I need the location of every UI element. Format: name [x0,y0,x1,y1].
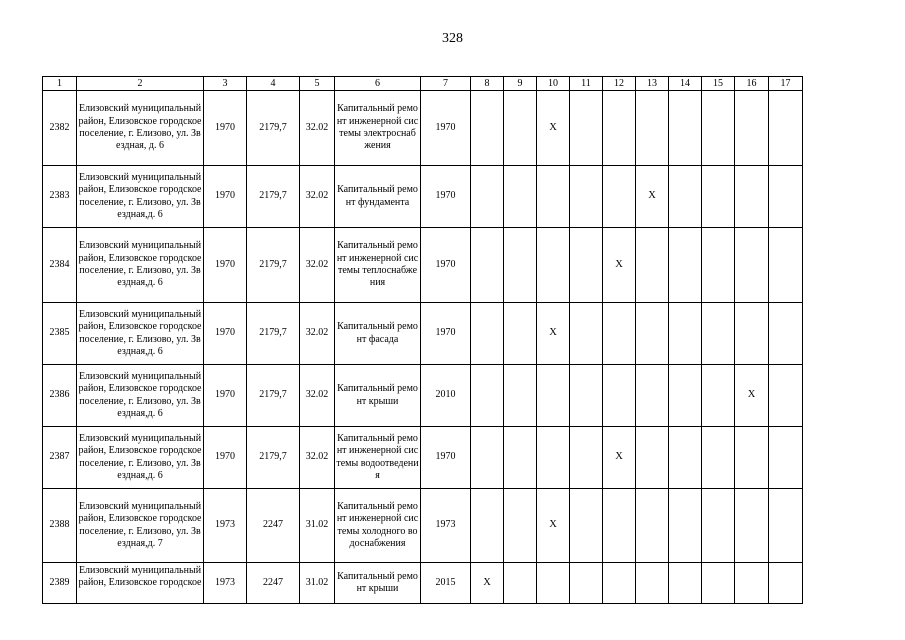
mark-cell-col-12 [603,166,636,228]
table-row [43,166,803,228]
repair-year-cell: 1970 [421,166,471,228]
mark-cell-col-13 [636,91,669,166]
column-number-row [43,77,803,91]
mark-cell-col-17 [769,427,803,489]
table-row [43,91,803,166]
record-number: 2383 [43,166,77,228]
mark-cell-col-17 [769,365,803,427]
year-built-cell: 1970 [204,303,247,365]
mark-cell-col-13 [636,489,669,563]
repair-year-cell: 1970 [421,228,471,303]
year-built-cell: 1970 [204,91,247,166]
mark-cell-col-10: X [537,91,570,166]
mark-cell-col-13 [636,303,669,365]
column-header-17: 17 [769,77,803,91]
code-cell: 32.02 [300,427,335,489]
mark-cell-col-11 [570,427,603,489]
mark-cell-col-9 [504,91,537,166]
code-cell: 32.02 [300,228,335,303]
table-row [43,303,803,365]
mark-cell-col-11 [570,365,603,427]
mark-cell-col-13 [636,427,669,489]
column-header-9: 9 [504,77,537,91]
code-cell: 32.02 [300,303,335,365]
column-header-5: 5 [300,77,335,91]
column-header-14: 14 [669,77,702,91]
code-cell: 32.02 [300,166,335,228]
mark-cell-col-10 [537,563,570,604]
repair-year-cell: 1973 [421,489,471,563]
mark-cell-col-10 [537,228,570,303]
mark-cell-col-12 [603,563,636,604]
mark-cell-col-14 [669,166,702,228]
column-header-7: 7 [421,77,471,91]
mark-cell-col-15 [702,303,735,365]
mark-cell-col-13 [636,563,669,604]
repair-year-cell: 2010 [421,365,471,427]
work-type-cell: Капитальный ремонт фасада [335,303,421,365]
area-cell: 2247 [247,563,300,604]
mark-cell-col-13 [636,228,669,303]
code-cell: 31.02 [300,489,335,563]
column-header-6: 6 [335,77,421,91]
work-type-cell: Капитальный ремонт фундамента [335,166,421,228]
mark-cell-col-15 [702,365,735,427]
mark-cell-col-14 [669,91,702,166]
mark-cell-col-16 [735,427,769,489]
mark-cell-col-16 [735,563,769,604]
mark-cell-col-11 [570,563,603,604]
mark-cell-col-11 [570,228,603,303]
mark-cell-col-10: X [537,489,570,563]
mark-cell-col-16 [735,228,769,303]
mark-cell-col-11 [570,489,603,563]
mark-cell-col-13 [636,365,669,427]
mark-cell-col-17 [769,303,803,365]
mark-cell-col-8 [471,303,504,365]
code-cell: 32.02 [300,365,335,427]
table-row [43,365,803,427]
column-header-15: 15 [702,77,735,91]
record-number: 2384 [43,228,77,303]
mark-cell-col-9 [504,228,537,303]
mark-cell-col-9 [504,489,537,563]
mark-cell-col-16 [735,166,769,228]
address-cell: Елизовский муниципальный район, Елизовское городское поселение, г. Елизово, ул. Звездная,д. 6 [77,228,204,303]
mark-cell-col-8 [471,489,504,563]
mark-cell-col-15 [702,91,735,166]
mark-cell-col-17 [769,228,803,303]
mark-cell-col-8: X [471,563,504,604]
address-cell: Елизовский муниципальный район, Елизовское городское поселение, г. Елизово, ул. Звездная,д. 6 [77,365,204,427]
repair-schedule-table [42,76,803,604]
work-type-cell: Капитальный ремонт инженерной системы электроснабжения [335,91,421,166]
code-cell: 32.02 [300,91,335,166]
mark-cell-col-10 [537,365,570,427]
table-row [43,563,803,604]
mark-cell-col-17 [769,91,803,166]
mark-cell-col-14 [669,303,702,365]
mark-cell-col-16: X [735,365,769,427]
work-type-cell: Капитальный ремонт крыши [335,563,421,604]
year-built-cell: 1970 [204,365,247,427]
year-built-cell: 1970 [204,228,247,303]
record-number: 2382 [43,91,77,166]
column-header-4: 4 [247,77,300,91]
mark-cell-col-10 [537,166,570,228]
address-cell [77,563,204,604]
mark-cell-col-15 [702,166,735,228]
mark-cell-col-9 [504,365,537,427]
code-cell: 31.02 [300,563,335,604]
column-header-2: 2 [77,77,204,91]
mark-cell-col-16 [735,303,769,365]
area-cell: 2179,7 [247,91,300,166]
address-cell: Елизовский муниципальный район, Елизовское городское поселение, г. Елизово, ул. Звездная, д. 6 [77,91,204,166]
mark-cell-col-14 [669,365,702,427]
table-row [43,489,803,563]
column-header-10: 10 [537,77,570,91]
column-header-12: 12 [603,77,636,91]
area-cell: 2179,7 [247,303,300,365]
mark-cell-col-8 [471,228,504,303]
mark-cell-col-12 [603,365,636,427]
repair-year-cell: 1970 [421,91,471,166]
year-built-cell: 1973 [204,563,247,604]
year-built-cell: 1970 [204,166,247,228]
work-type-cell: Капитальный ремонт инженерной системы водоотведения [335,427,421,489]
mark-cell-col-15 [702,228,735,303]
mark-cell-col-8 [471,427,504,489]
area-cell: 2179,7 [247,365,300,427]
area-cell: 2179,7 [247,427,300,489]
mark-cell-col-17 [769,166,803,228]
mark-cell-col-16 [735,489,769,563]
mark-cell-col-12 [603,91,636,166]
mark-cell-col-14 [669,489,702,563]
address-cell: Елизовский муниципальный район, Елизовское городское поселение, г. Елизово, ул. Звездная,д. 6 [77,166,204,228]
mark-cell-col-17 [769,489,803,563]
mark-cell-col-8 [471,91,504,166]
mark-cell-col-14 [669,563,702,604]
page-number: 328 [442,31,463,46]
table-row [43,228,803,303]
column-header-1: 1 [43,77,77,91]
mark-cell-col-12: X [603,228,636,303]
column-header-16: 16 [735,77,769,91]
area-cell: 2179,7 [247,228,300,303]
repair-year-cell: 1970 [421,303,471,365]
mark-cell-col-11 [570,166,603,228]
repair-year-cell: 2015 [421,563,471,604]
mark-cell-col-16 [735,91,769,166]
mark-cell-col-17 [769,563,803,604]
column-header-11: 11 [570,77,603,91]
year-built-cell: 1970 [204,427,247,489]
mark-cell-col-9 [504,166,537,228]
mark-cell-col-8 [471,365,504,427]
area-cell: 2179,7 [247,166,300,228]
mark-cell-col-13: X [636,166,669,228]
record-number: 2389 [43,563,77,604]
mark-cell-col-12 [603,489,636,563]
record-number: 2385 [43,303,77,365]
record-number: 2387 [43,427,77,489]
record-number: 2388 [43,489,77,563]
repair-year-cell: 1970 [421,427,471,489]
area-cell: 2247 [247,489,300,563]
mark-cell-col-15 [702,427,735,489]
work-type-cell: Капитальный ремонт инженерной системы холодного водоснабжения [335,489,421,563]
address-cell: Елизовский муниципальный район, Елизовское городское поселение, г. Елизово, ул. Звездная,д. 6 [77,303,204,365]
mark-cell-col-8 [471,166,504,228]
mark-cell-col-12: X [603,427,636,489]
work-type-cell: Капитальный ремонт крыши [335,365,421,427]
mark-cell-col-15 [702,489,735,563]
mark-cell-col-11 [570,91,603,166]
mark-cell-col-9 [504,427,537,489]
mark-cell-col-14 [669,228,702,303]
work-type-cell: Капитальный ремонт инженерной системы теплоснабжения [335,228,421,303]
mark-cell-col-9 [504,303,537,365]
column-header-8: 8 [471,77,504,91]
column-header-3: 3 [204,77,247,91]
mark-cell-col-9 [504,563,537,604]
mark-cell-col-15 [702,563,735,604]
year-built-cell: 1973 [204,489,247,563]
address-cell: Елизовский муниципальный район, Елизовское городское поселение, г. Елизово, ул. Звездная,д. 7 [77,489,204,563]
address-text: Елизовский муниципальный район, Елизовское городское [78,564,202,588]
mark-cell-col-14 [669,427,702,489]
address-cell: Елизовский муниципальный район, Елизовское городское поселение, г. Елизово, ул. Звездная,д. 6 [77,427,204,489]
mark-cell-col-10 [537,427,570,489]
mark-cell-col-11 [570,303,603,365]
record-number: 2386 [43,365,77,427]
table-row [43,427,803,489]
column-header-13: 13 [636,77,669,91]
mark-cell-col-12 [603,303,636,365]
mark-cell-col-10: X [537,303,570,365]
